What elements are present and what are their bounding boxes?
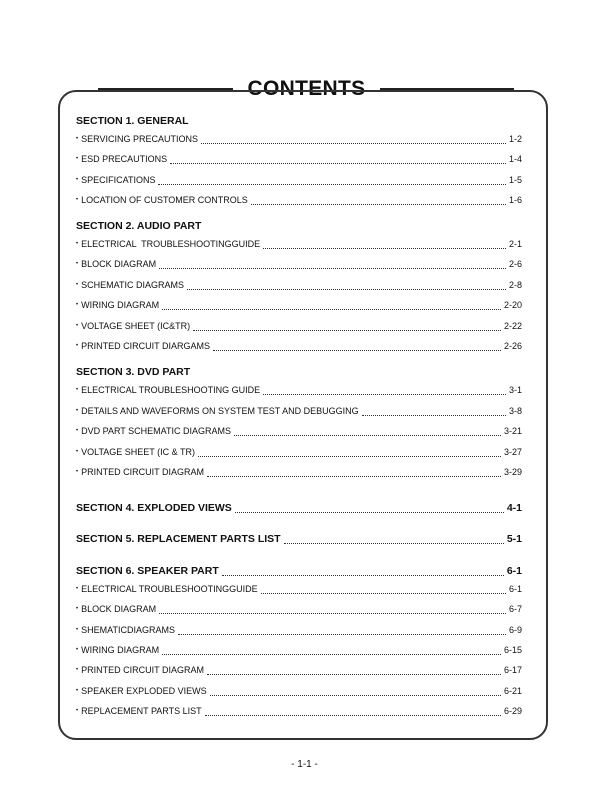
page-number-footer: - 1-1 -: [291, 759, 318, 770]
entry-label: SPECIFICATIONS: [81, 175, 156, 185]
leader-dots: [251, 196, 506, 205]
leader-dots: [362, 407, 506, 416]
toc-entry[interactable]: [76, 685, 522, 698]
leader-dots: [205, 707, 501, 716]
leader-dots: [193, 322, 501, 331]
entry-label: VOLTAGE SHEET (IC & TR): [81, 447, 195, 457]
bullet-icon: •: [76, 387, 79, 393]
leader-dots: [159, 260, 506, 269]
entry-label: ESD PRECAUTIONS: [81, 154, 168, 164]
entry-page: 6-29: [503, 706, 522, 716]
bullet-icon: •: [76, 241, 79, 247]
section-heading: SECTION 1. GENERAL: [76, 115, 189, 127]
toc-entry[interactable]: [76, 384, 522, 397]
entry-label: WIRING DIAGRAM: [81, 300, 160, 310]
entry-label: SECTION 5. REPLACEMENT PARTS LIST: [76, 533, 281, 545]
entry-label: BLOCK DIAGRAM: [81, 259, 157, 269]
entry-page: 2-20: [503, 300, 522, 310]
leader-dots: [162, 646, 501, 655]
entry-page: 6-15: [503, 645, 522, 655]
toc-entry[interactable]: [76, 153, 522, 166]
bullet-icon: •: [76, 282, 79, 288]
entry-page: 1-2: [508, 134, 522, 144]
entry-page: 2-6: [508, 259, 522, 269]
bullet-icon: •: [76, 177, 79, 183]
bullet-icon: •: [76, 323, 79, 329]
bullet-icon: •: [76, 156, 79, 162]
toc-entry[interactable]: [76, 466, 522, 479]
leader-dots: [201, 135, 506, 144]
bullet-icon: •: [76, 302, 79, 308]
entry-label: LOCATION OF CUSTOMER CONTROLS: [81, 195, 248, 205]
entry-label: SECTION 4. EXPLODED VIEWS: [76, 502, 232, 514]
leader-dots: [207, 468, 501, 477]
toc-section-entry[interactable]: [76, 533, 522, 546]
leader-dots: [170, 155, 506, 164]
leader-dots: [234, 427, 501, 436]
toc-section-entry[interactable]: [76, 565, 522, 578]
toc-entry[interactable]: [76, 644, 522, 657]
entry-label: PRINTED CIRCUIT DIAGRAM: [81, 467, 204, 477]
entry-page: 6-1: [506, 565, 522, 577]
entry-label: ELECTRICAL TROUBLESHOOTING GUIDE: [81, 385, 261, 395]
toc-entry[interactable]: [76, 603, 522, 616]
leader-dots: [213, 342, 501, 351]
leader-dots: [187, 281, 506, 290]
entry-page: 1-6: [508, 195, 522, 205]
leader-dots: [235, 504, 504, 513]
bullet-icon: •: [76, 708, 79, 714]
toc-entry[interactable]: [76, 624, 522, 637]
section-heading: SECTION 2. AUDIO PART: [76, 220, 202, 232]
entry-label: ELECTRICAL TROUBLESHOOTINGGUIDE: [81, 584, 258, 594]
toc-entry[interactable]: [76, 133, 522, 146]
entry-label: SERVICING PRECAUTIONS: [81, 134, 198, 144]
toc-entry[interactable]: [76, 279, 522, 292]
toc-entry[interactable]: [76, 705, 522, 718]
section-heading: SECTION 3. DVD PART: [76, 366, 191, 378]
entry-label: WIRING DIAGRAM: [81, 645, 160, 655]
bullet-icon: •: [76, 197, 79, 203]
entry-page: 3-27: [503, 447, 522, 457]
entry-page: 2-8: [508, 280, 522, 290]
entry-page: 6-1: [508, 584, 522, 594]
entry-page: 2-26: [503, 341, 522, 351]
toc-entry[interactable]: [76, 299, 522, 312]
toc-entry[interactable]: [76, 446, 522, 459]
entry-label: DETAILS AND WAVEFORMS ON SYSTEM TEST AND DEBUGGING: [81, 406, 359, 416]
leader-dots: [198, 448, 501, 457]
entry-label: PRINTED CIRCUIT DIARGAMS: [81, 341, 210, 351]
toc-entry[interactable]: [76, 194, 522, 207]
bullet-icon: •: [76, 469, 79, 475]
bullet-icon: •: [76, 606, 79, 612]
entry-page: 6-21: [503, 686, 522, 696]
entry-page: 3-29: [503, 467, 522, 477]
entry-label: PRINTED CIRCUIT DIAGRAM: [81, 665, 204, 675]
bullet-icon: •: [76, 667, 79, 673]
leader-dots: [261, 585, 506, 594]
toc-entry[interactable]: [76, 425, 522, 438]
entry-page: 1-5: [508, 175, 522, 185]
toc-section-entry[interactable]: [76, 502, 522, 515]
leader-dots: [178, 626, 506, 635]
leader-dots: [222, 567, 504, 576]
toc-entry[interactable]: [76, 664, 522, 677]
entry-page: 1-4: [508, 154, 522, 164]
leader-dots: [159, 605, 506, 614]
leader-dots: [207, 666, 501, 675]
bullet-icon: •: [76, 688, 79, 694]
entry-label: SPEAKER EXPLODED VIEWS: [81, 686, 207, 696]
entry-label: SECTION 6. SPEAKER PART: [76, 565, 219, 577]
bullet-icon: •: [76, 449, 79, 455]
entry-page: 3-1: [508, 385, 522, 395]
leader-dots: [210, 687, 501, 696]
entry-label: BLOCK DIAGRAM: [81, 604, 157, 614]
bullet-icon: •: [76, 627, 79, 633]
entry-label: DVD PART SCHEMATIC DIAGRAMS: [81, 426, 231, 436]
bullet-icon: •: [76, 408, 79, 414]
leader-dots: [284, 535, 504, 544]
entry-page: 5-1: [506, 533, 522, 545]
entry-label: VOLTAGE SHEET (IC&TR): [81, 321, 191, 331]
leader-dots: [158, 176, 506, 185]
entry-page: 4-1: [506, 502, 522, 514]
entry-label: SCHEMATIC DIAGRAMS: [81, 280, 184, 290]
page-title: CONTENTS: [247, 77, 366, 100]
entry-label: ELECTRICAL TROUBLESHOOTINGGUIDE: [81, 239, 261, 249]
entry-page: 6-7: [508, 604, 522, 614]
leader-dots: [263, 240, 506, 249]
bullet-icon: •: [76, 428, 79, 434]
bullet-icon: •: [76, 343, 79, 349]
entry-page: 6-17: [503, 665, 522, 675]
toc-entry[interactable]: [76, 583, 522, 596]
entry-page: 2-22: [503, 321, 522, 331]
bullet-icon: •: [76, 586, 79, 592]
bullet-icon: •: [76, 136, 79, 142]
entry-page: 3-8: [508, 406, 522, 416]
toc-entry[interactable]: [76, 238, 522, 251]
toc-entry[interactable]: [76, 340, 522, 353]
leader-dots: [162, 301, 501, 310]
bullet-icon: •: [76, 647, 79, 653]
entry-label: REPLACEMENT PARTS LIST: [81, 706, 202, 716]
leader-dots: [263, 386, 506, 395]
entry-label: SHEMATICDIAGRAMS: [81, 625, 175, 635]
toc-entry[interactable]: [76, 258, 522, 271]
entry-page: 2-1: [508, 239, 522, 249]
toc-entry[interactable]: [76, 320, 522, 333]
toc-entry[interactable]: [76, 405, 522, 418]
bullet-icon: •: [76, 261, 79, 267]
entry-page: 6-9: [508, 625, 522, 635]
entry-page: 3-21: [503, 426, 522, 436]
toc-entry[interactable]: [76, 174, 522, 187]
